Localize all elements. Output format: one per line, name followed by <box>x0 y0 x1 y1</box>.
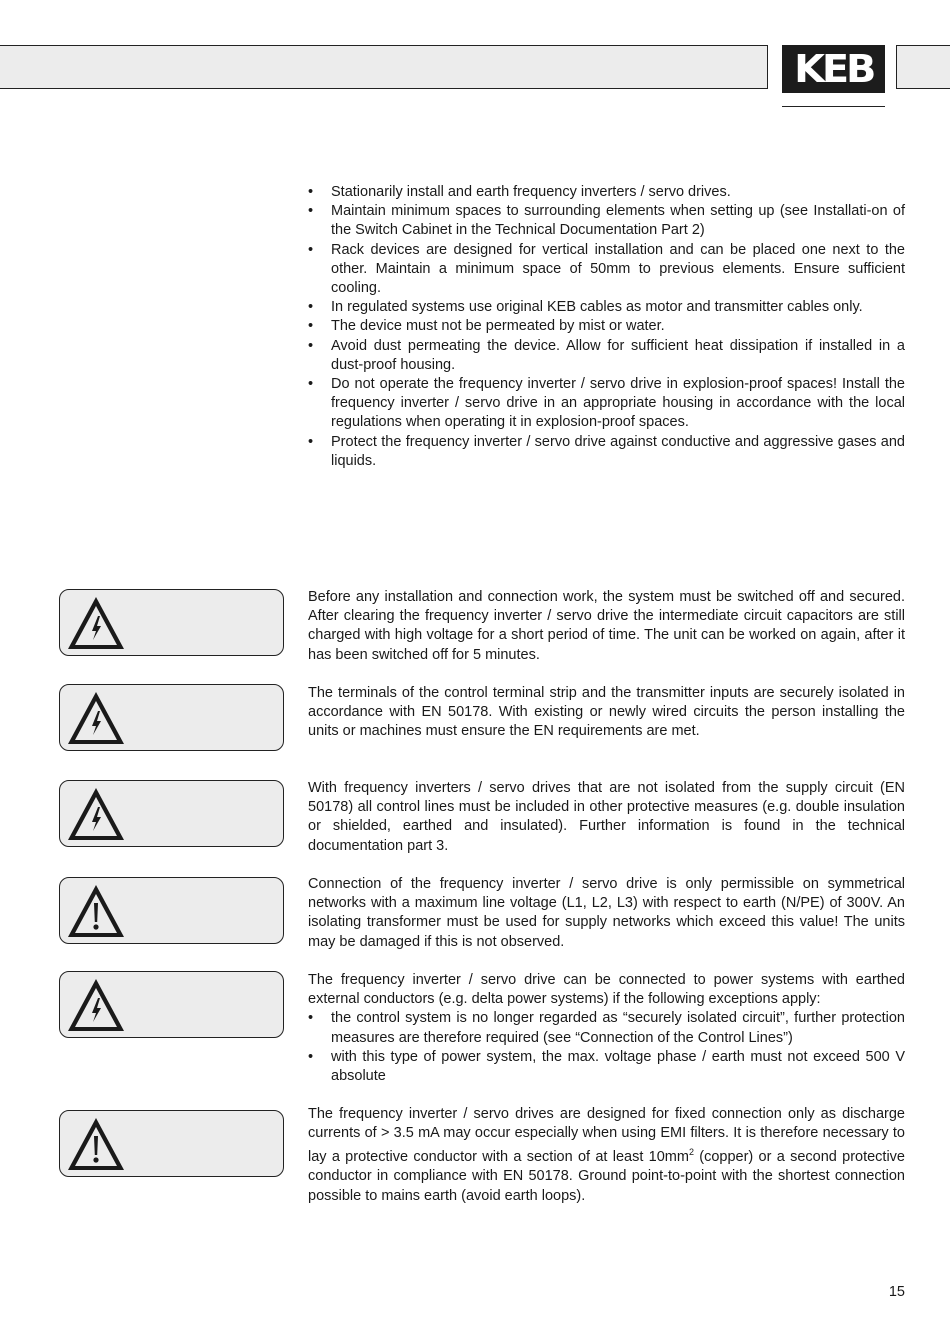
header-bar <box>0 45 768 89</box>
warning-text-4 <box>308 875 905 952</box>
list-item: • Do not operate the frequency inverter / servo drive in explosion-proof spaces! Install the frequency inverter / servo drive in an appropriate housing in accordance with the local regulations when operating it in explosion-proof spaces. <box>308 375 905 433</box>
list-item: • In regulated systems use original KEB cables as motor and transmitter cables only. <box>308 298 905 317</box>
warning-box <box>59 684 284 751</box>
general-warning-icon <box>65 882 127 940</box>
list-item: • with this type of power system, the max. voltage phase / earth must not exceed 500 V absolute <box>308 1048 905 1086</box>
electric-shock-warning-icon <box>65 594 127 652</box>
warning-text-6 <box>308 1105 905 1206</box>
list-item: • Maintain minimum spaces to surrounding elements when setting up (see Installati-on of the Switch Cabinet in the Technical Documentation Part 2) <box>308 202 905 240</box>
warning-box <box>59 589 284 656</box>
list-item: • Stationarily install and earth frequency inverters / servo drives. <box>308 183 905 202</box>
list-item: • Protect the frequency inverter / servo drive against conductive and aggressive gases and liquids. <box>308 433 905 471</box>
warning-text-5 <box>308 971 905 1086</box>
warning-box <box>59 1110 284 1177</box>
electric-shock-warning-icon <box>65 976 127 1034</box>
warning-box <box>59 780 284 847</box>
list-item: • Avoid dust permeating the device. Allow for sufficient heat dissipation if installed in a dust-proof housing. <box>308 337 905 375</box>
page-number: 15 <box>888 1284 905 1300</box>
keb-logo <box>782 45 885 93</box>
electric-shock-warning-icon <box>65 689 127 747</box>
warning-text-2 <box>308 684 905 742</box>
general-warning-icon <box>65 1115 127 1173</box>
warning-text-1 <box>308 588 905 665</box>
logo-underline <box>782 106 885 107</box>
logo-text: KEB <box>793 47 874 91</box>
paragraph: Before any installation and connection work, the system must be switched off and secured. After clearing the frequency inverter / servo drive the intermediate circuit capacitors are still charged with high voltage for a short period of time. The unit can be worked on again, after it has been switched off for 5 minutes. <box>308 589 905 663</box>
installation-bullet-list <box>308 183 905 471</box>
paragraph: The terminals of the control terminal strip and the transmitter inputs are securely isolated in accordance with EN 50178. With existing or newly wired circuits the person installing the units or machines must ensure the EN requirements are met. <box>308 685 905 740</box>
text-before-sup: The frequency inverter / servo drives are designed for fixed connection only as discharge currents of > 3.5 mA may occur especially when using EMI filters. It is therefore necessary to lay a protective conductor with a section of at least 10mm <box>308 1106 905 1166</box>
warning-box <box>59 971 284 1038</box>
superscript: 2 <box>688 1147 694 1158</box>
header-bar-right <box>896 45 950 89</box>
electric-shock-warning-icon <box>65 785 127 843</box>
exceptions-list <box>308 1009 905 1086</box>
list-item: • Rack devices are designed for vertical installation and can be placed one next to the other. Maintain a minimum space of 50mm to previous elements. Ensure sufficient cooling. <box>308 241 905 299</box>
paragraph: With frequency inverters / servo drives that are not isolated from the supply circuit (EN 50178) all control lines must be included in other protective measures (e.g. double insulation or shielded, earthed and insulated). Further information is found in the technical documentation part 3. <box>308 780 905 854</box>
text-after-sup: (copper) or a second protective conductor in compliance with EN 50178. Ground point-to-point with the shortest connection possible to mains earth (avoid earth loops). <box>308 1149 905 1204</box>
paragraph: The frequency inverter / servo drive can be connected to power systems with earthed external conductors (e.g. delta power systems) if the following exceptions apply: <box>308 972 905 1008</box>
list-item: • The device must not be permeated by mist or water. <box>308 317 905 336</box>
paragraph <box>308 1105 905 1206</box>
warning-text-3 <box>308 779 905 856</box>
list-item: • the control system is no longer regarded as “securely isolated circuit”, further protection measures are therefore required (see “Connection of the Control Lines”) <box>308 1009 905 1047</box>
warning-box <box>59 877 284 944</box>
paragraph: Connection of the frequency inverter / servo drive is only permissible on symmetrical networks with a maximum line voltage (L1, L2, L3) with respect to earth (N/PE) of 300V. An isolating transformer must be used for supply networks which exceed this value! The units may be damaged if this is not observed. <box>308 876 905 950</box>
